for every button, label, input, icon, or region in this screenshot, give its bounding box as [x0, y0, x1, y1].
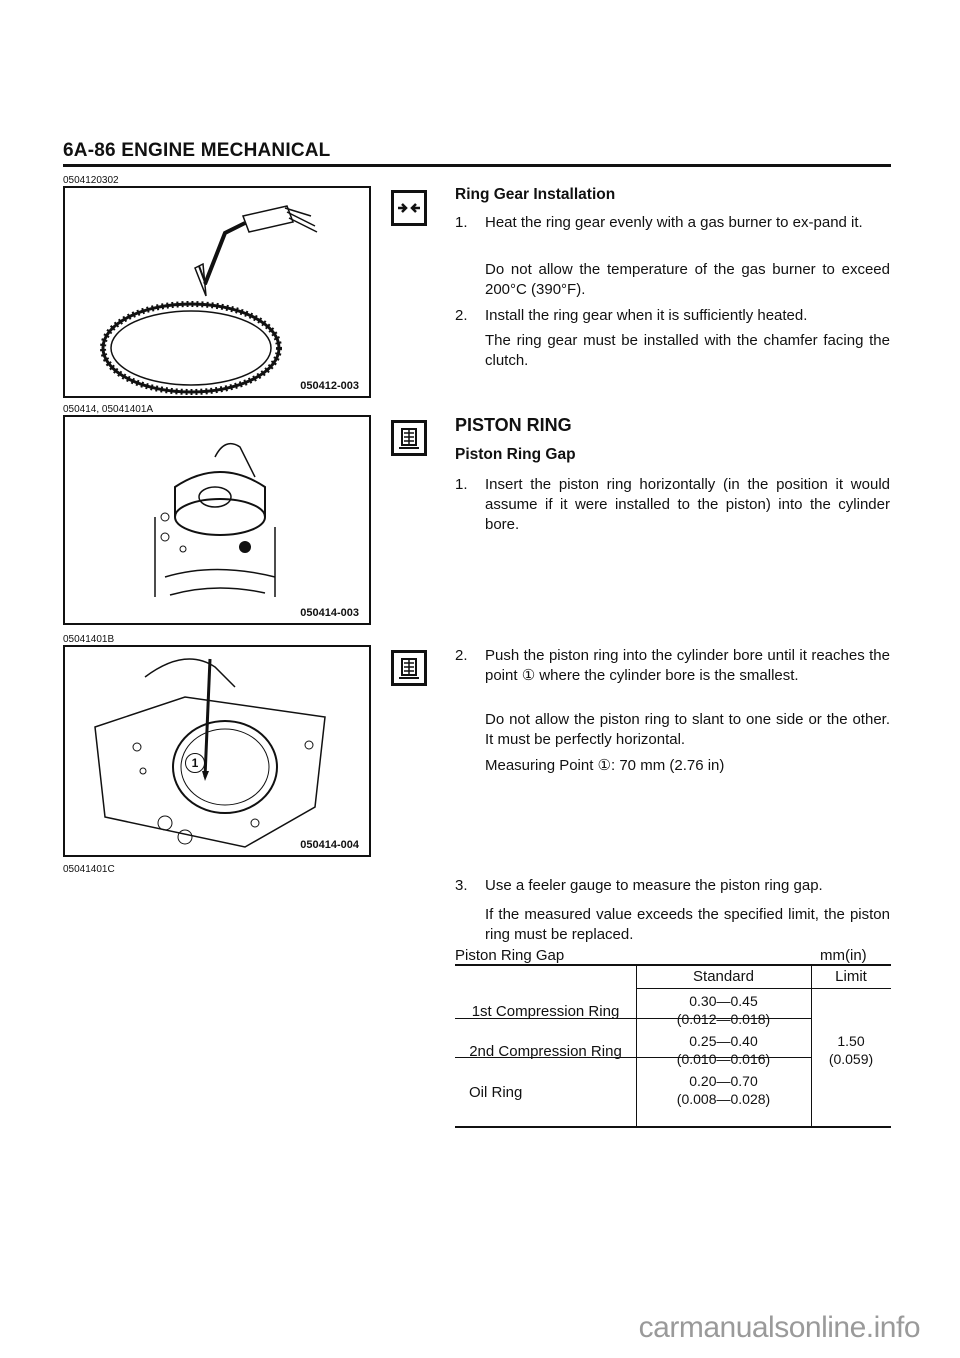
limit-value-in: (0.059) [828, 1051, 874, 1067]
row-std: 0.25—0.40 [689, 1033, 758, 1049]
piston-insert-illustration [65, 417, 369, 623]
row-name: Oil Ring [469, 1084, 523, 1101]
step-number: 2. [455, 307, 468, 324]
row-std: 0.20—0.70 [689, 1073, 758, 1089]
inspect-symbol-icon [391, 420, 427, 456]
row-name: 1st Compression Ring [471, 1003, 620, 1020]
measuring-point-spec: Measuring Point ①: 70 mm (2.76 in) [485, 757, 725, 774]
section-title-ring-gear: Ring Gear Installation [455, 186, 616, 203]
spec-table [455, 966, 891, 1128]
limit-value: 1.50 [837, 1033, 865, 1049]
figure-piston-ring-insert [63, 415, 371, 625]
figure-code: 05041401C [63, 864, 115, 875]
row-name: 2nd Compression Ring [469, 1043, 622, 1060]
row-std-in: (0.010—0.016) [676, 1051, 771, 1067]
table-caption: Piston Ring Gap [455, 947, 565, 964]
step-note: If the measured value exceeds the specified limit, the piston ring must be replaced. [485, 906, 890, 943]
step-number: 2. [455, 647, 468, 664]
install-symbol-icon [391, 190, 427, 226]
step-number: 1. [455, 214, 468, 231]
figure-code: 0504120302 [63, 175, 119, 186]
figure-ring-gear [63, 186, 371, 398]
step-note: Do not allow the temperature of the gas burner to exceed 200°C (390°F). [485, 261, 890, 298]
header-standard: Standard [693, 968, 754, 985]
figure-label: 050412-003 [300, 380, 359, 392]
table-header-rule [636, 988, 891, 989]
figure-code: 05041401B [63, 634, 115, 645]
measuring-point-callout: 1 [185, 753, 205, 773]
header-limit: Limit [835, 968, 867, 985]
ring-gear-illustration [65, 188, 369, 396]
table-bottom-rule [455, 1126, 891, 1128]
step-text: Use a feeler gauge to measure the piston ring gap. [485, 877, 823, 894]
row-std: 0.30—0.45 [689, 993, 758, 1009]
step-note: The ring gear must be installed with the chamfer facing the clutch. [485, 332, 890, 369]
section-title-piston-ring: PISTON RING [455, 415, 572, 435]
row-std-in: (0.008—0.028) [676, 1091, 771, 1107]
page-header-title: 6A-86 ENGINE MECHANICAL [63, 140, 331, 161]
figure-measuring-point [63, 645, 371, 857]
measuring-point-illustration [65, 647, 369, 855]
watermark: carmanualsonline.info [638, 1311, 920, 1344]
figure-label: 050414-003 [300, 607, 359, 619]
inspect-symbol-icon [391, 650, 427, 686]
row-std-in: (0.012—0.018) [676, 1011, 771, 1027]
step-text: Heat the ring gear evenly with a gas burner to ex-pand it. [485, 214, 863, 231]
step-text: Install the ring gear when it is sufficiently heated. [485, 307, 808, 324]
step-text: Insert the piston ring horizontally (in the position it would assume if it were installed to the piston) into the cylinder bore. [485, 476, 890, 533]
step-text: Push the piston ring into the cylinder bore until it reaches the point ① where the cylinder bore is the smallest. [485, 647, 890, 684]
step-number: 1. [455, 476, 468, 493]
table-unit: mm(in) [820, 947, 867, 964]
step-note: Do not allow the piston ring to slant to one side or the other. It must be perfectly horizontal. [485, 711, 890, 748]
subsection-title: Piston Ring Gap [455, 446, 576, 463]
figure-label: 050414-004 [300, 839, 359, 851]
step-number: 3. [455, 877, 468, 894]
figure-code: 050414, 05041401A [63, 404, 154, 415]
header-rule [63, 164, 891, 167]
